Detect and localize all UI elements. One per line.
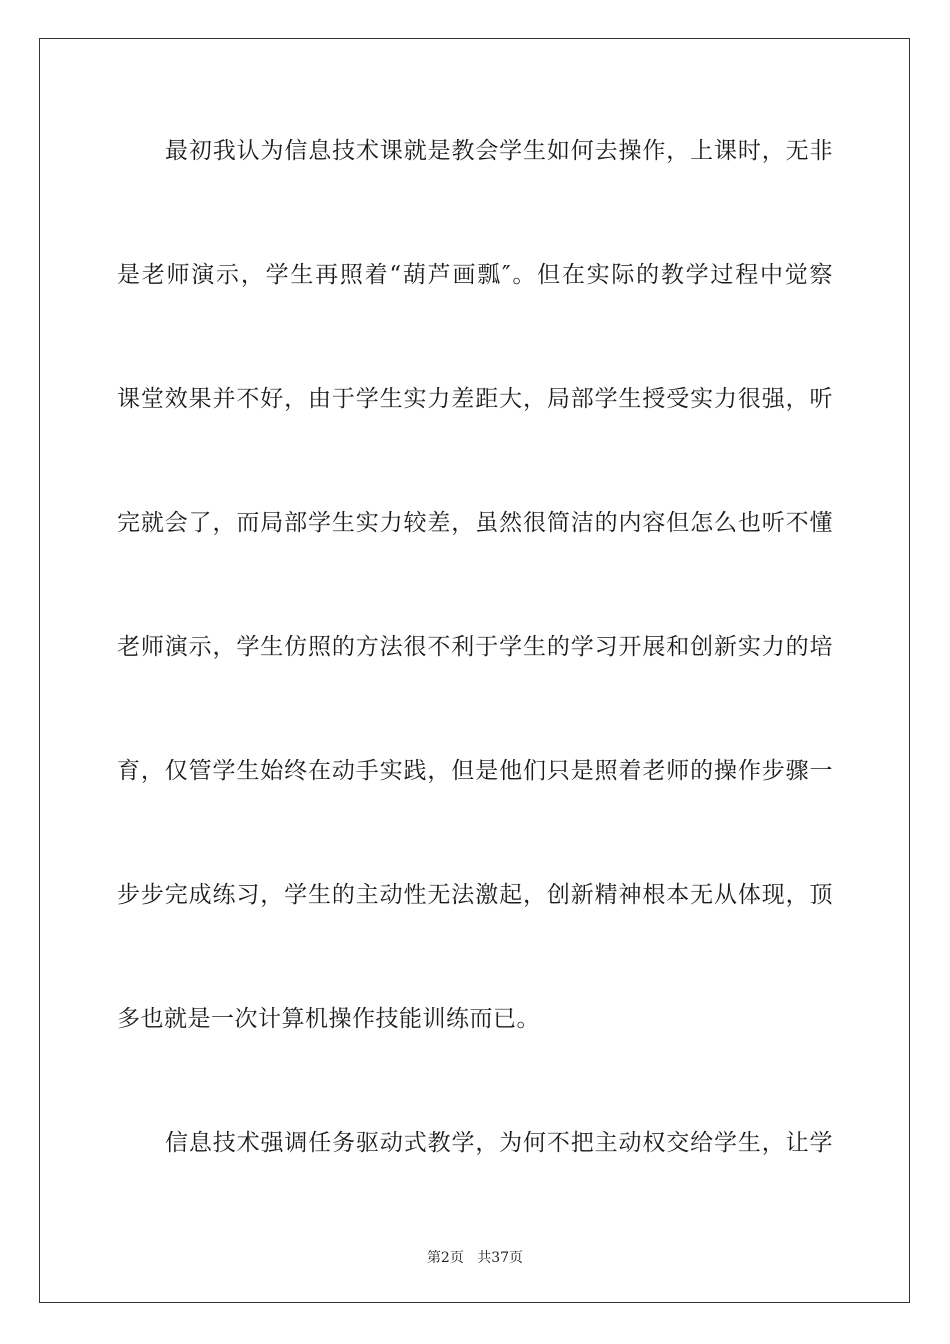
paragraph-1-line-6: 育，仅管学生始终在动手实践，但是他们只是照着老师的操作步骤一 (117, 758, 833, 784)
paragraph-1-line-7: 步步完成练习，学生的主动性无法激起，创新精神根本无从体现，顶 (117, 882, 833, 908)
page-border (39, 38, 910, 1303)
page-number: 第2页 (426, 1250, 464, 1266)
paragraph-1-line-8: 多也就是一次计算机操作技能训练而已。 (117, 1006, 540, 1032)
paragraph-1-line-5: 老师演示，学生仿照的方法很不利于学生的学习开展和创新实力的培 (117, 634, 833, 660)
paragraph-1-line-1: 最初我认为信息技术课就是教会学生如何去操作，上课时，无非 (165, 138, 833, 164)
paragraph-1-line-3: 课堂效果并不好，由于学生实力差距大，局部学生授受实力很强，听 (117, 386, 833, 412)
paragraph-2-line-1: 信息技术强调任务驱动式教学，为何不把主动权交给学生，让学 (165, 1130, 833, 1156)
paragraph-1-line-2: 是老师演示，学生再照着“葫芦画瓢″。但在实际的教学过程中觉察 (117, 262, 833, 288)
page-total: 共37页 (477, 1250, 524, 1266)
paragraph-1-line-4: 完就会了，而局部学生实力较差，虽然很简洁的内容但怎么也听不懂 (117, 510, 833, 536)
page-footer (0, 1247, 950, 1267)
